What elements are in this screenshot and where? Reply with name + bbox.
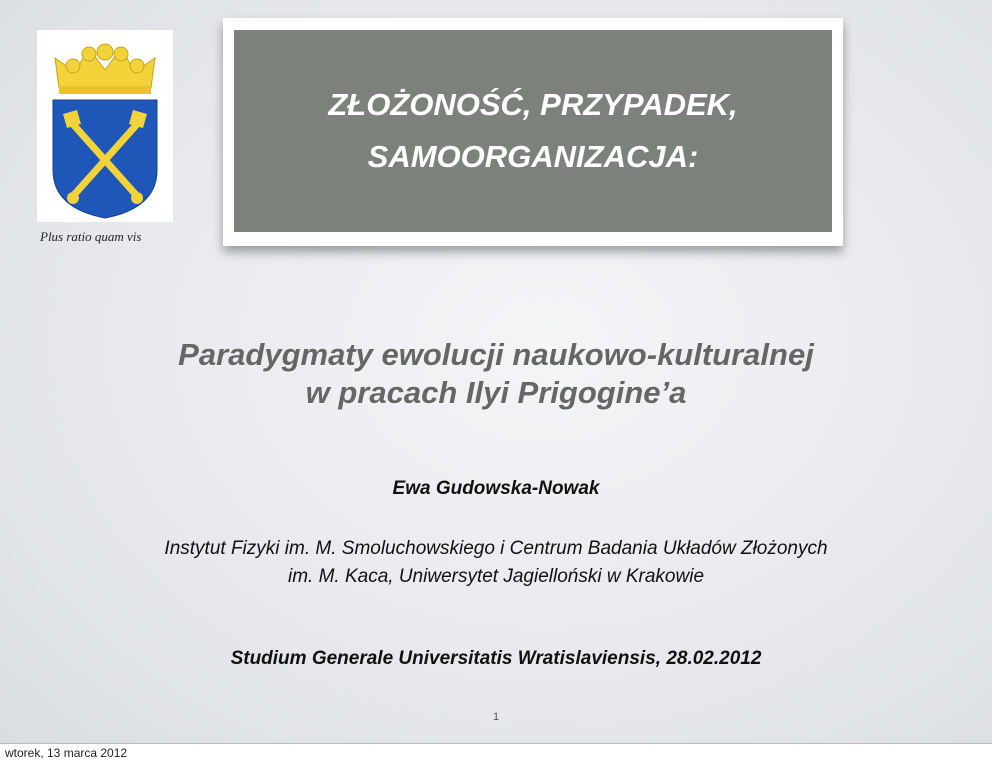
affiliation-line-1: Instytut Fizyki im. M. Smoluchowskiego i Centrum Badania Układów Złożonych xyxy=(164,538,828,559)
title-line-1: ZŁOŻONOŚĆ, PRZYPADEK, xyxy=(328,87,738,122)
crest-icon xyxy=(37,30,173,222)
footer-bar xyxy=(0,743,992,764)
subtitle xyxy=(0,336,992,412)
crown-icon xyxy=(55,44,155,94)
event-info: Studium Generale Universitatis Wratislaviensis, 28.02.2012 xyxy=(230,648,762,669)
subtitle-line-1: Paradygmaty ewolucji naukowo-kulturalnej xyxy=(178,337,814,372)
affiliation xyxy=(0,535,992,591)
footer-date: wtorek, 13 marca 2012 xyxy=(5,746,128,760)
university-logo xyxy=(37,30,173,222)
logo-motto: Plus ratio quam vis xyxy=(40,229,142,244)
slide-number: 1 xyxy=(492,711,500,723)
affiliation-line-2: im. M. Kaca, Uniwersytet Jagielloński w Krakowie xyxy=(287,566,705,587)
subtitle-line-2: w pracach Ilyi Prigogine’a xyxy=(305,375,687,410)
title-line-2: SAMOORGANIZACJA: xyxy=(367,139,699,174)
title-box xyxy=(234,30,832,232)
title-frame xyxy=(223,18,843,246)
author-name: Ewa Gudowska-Nowak xyxy=(392,478,600,499)
